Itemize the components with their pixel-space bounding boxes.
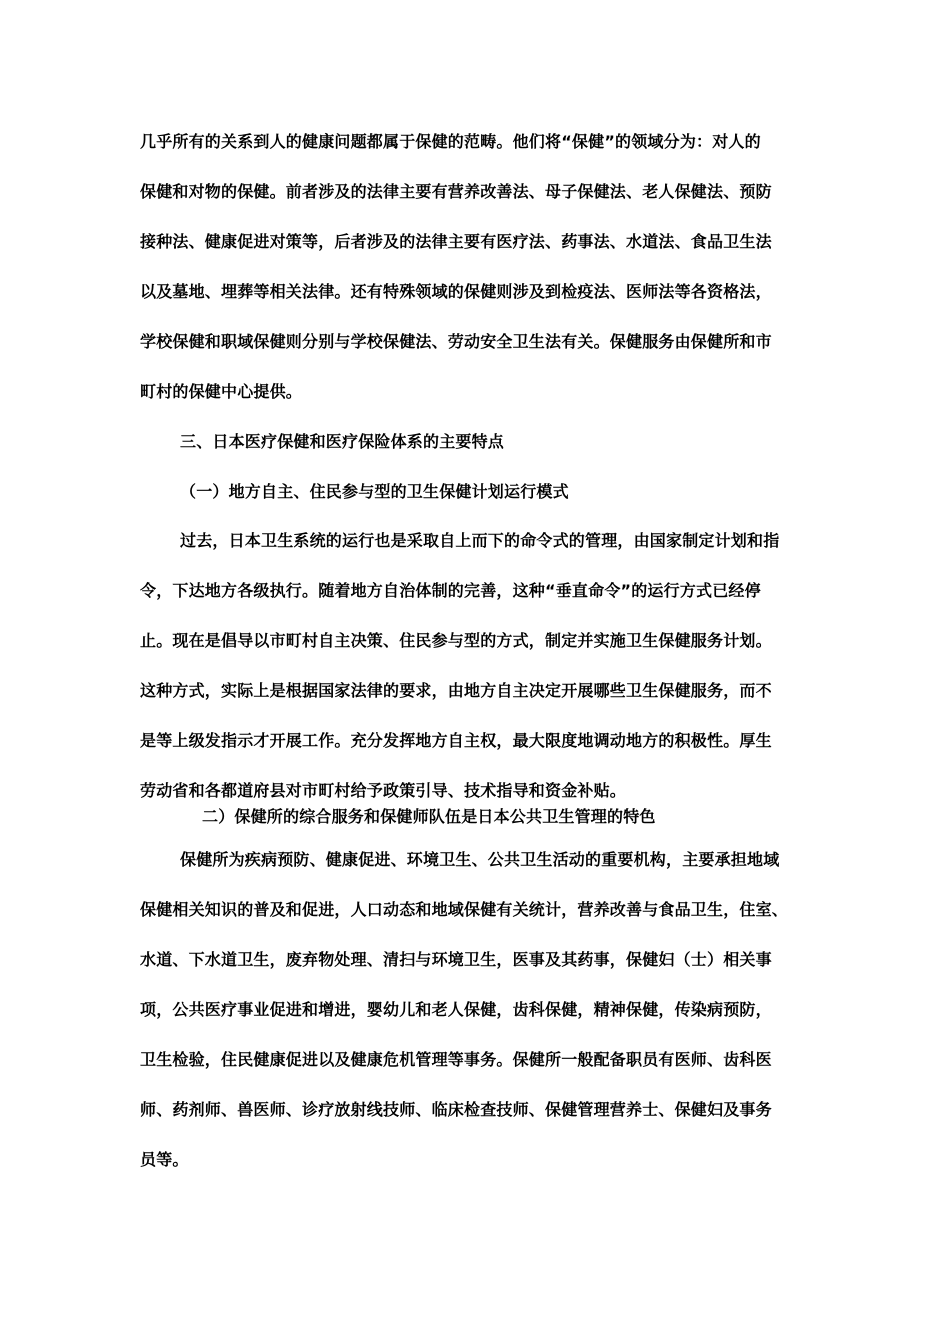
paragraph-2-line-4: 这种方式，实际上是根据国家法律的要求，由地方自主决定开展哪些卫生保健服务，而不	[140, 681, 772, 700]
paragraph-1-line-2: 保健和对物的保健。前者涉及的法律主要有营养改善法、母子保健法、老人保健法、预防	[140, 182, 772, 201]
paragraph-2-line-3: 止。现在是倡导以市町村自主决策、住民参与型的方式，制定并实施卫生保健服务计划。	[140, 631, 772, 650]
paragraph-3-line-2: 保健相关知识的普及和促进，人口动态和地域保健有关统计，营养改善与食品卫生，住室、	[140, 900, 789, 919]
subheading-1: （一）地方自主、住民参与型的卫生保健计划运行模式	[180, 482, 569, 501]
paragraph-3-line-7: 员等。	[140, 1150, 189, 1169]
paragraph-2-line-1: 过去，日本卫生系统的运行也是采取自上而下的命令式的管理，由国家制定计划和指	[180, 531, 780, 550]
paragraph-3-line-1: 保健所为疾病预防、健康促进、环境卫生、公共卫生活动的重要机构，主要承担地域	[180, 850, 780, 869]
paragraph-2-line-6: 劳动省和各都道府县对市町村给予政策引导、技术指导和资金补贴。	[140, 781, 627, 800]
paragraph-1-line-5: 学校保健和职域保健则分别与学校保健法、劳动安全卫生法有关。保健服务由保健所和市	[140, 332, 772, 351]
section-heading: 三、日本医疗保健和医疗保险体系的主要特点	[180, 432, 505, 451]
paragraph-1-line-6: 町村的保健中心提供。	[140, 382, 303, 401]
subheading-2: 二）保健所的综合服务和保健师队伍是日本公共卫生管理的特色	[202, 807, 656, 826]
paragraph-3-line-5: 卫生检验，住民健康促进以及健康危机管理等事务。保健所一般配备职员有医师、齿科医	[140, 1050, 772, 1069]
paragraph-1-line-1: 几乎所有的关系到人的健康问题都属于保健的范畴。他们将“保健”的领域分为：对人的	[140, 132, 761, 151]
paragraph-3-line-4: 项，公共医疗事业促进和增进，婴幼儿和老人保健，齿科保健，精神保健，传染病预防，	[140, 1000, 772, 1019]
paragraph-2-line-5: 是等上级发指示才开展工作。充分发挥地方自主权，最大限度地调动地方的积极性。厚生	[140, 731, 772, 750]
paragraph-3-line-6: 师、药剂师、兽医师、诊疗放射线技师、临床检查技师、保健管理营养士、保健妇及事务	[140, 1100, 772, 1119]
paragraph-3-line-3: 水道、下水道卫生，废弃物处理、清扫与环境卫生，医事及其药事，保健妇（士）相关事	[140, 950, 772, 969]
paragraph-2-line-2: 令，下达地方各级执行。随着地方自治体制的完善，这种“垂直命令”的运行方式已经停	[140, 581, 761, 600]
paragraph-1-line-4: 以及墓地、埋葬等相关法律。还有特殊领域的保健则涉及到检疫法、医师法等各资格法，	[140, 282, 772, 301]
paragraph-1-line-3: 接种法、健康促进对策等，后者涉及的法律主要有医疗法、药事法、水道法、食品卫生法	[140, 232, 772, 251]
